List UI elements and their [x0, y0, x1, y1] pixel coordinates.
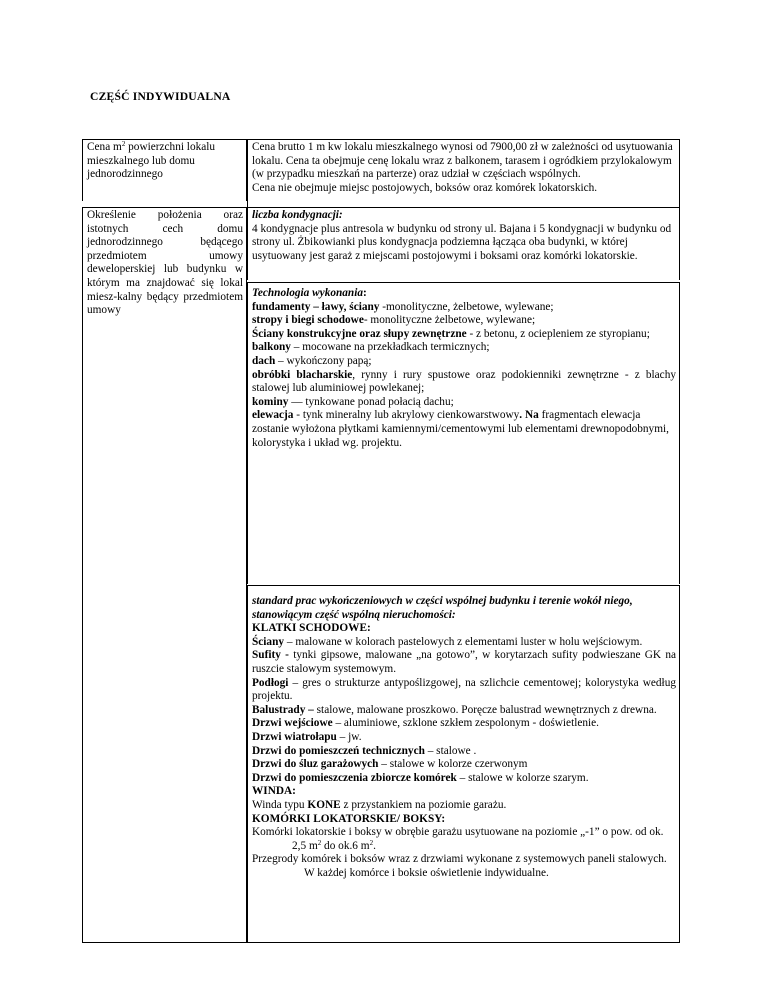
page-heading: CZĘŚĆ INDYWIDUALNA — [90, 90, 231, 103]
location-label-cell — [82, 207, 247, 943]
price-note: Cena nie obejmuje miejsc postojowych, boksów oraz komórek lokatorskich. — [252, 181, 598, 194]
door-vestibule-item: Drzwi wiatrołapu – jw. — [252, 730, 362, 743]
door-entry-item: Drzwi wejściowe – aluminiowe, szklone szkłem zespolonym - doświetlenie. — [252, 717, 599, 730]
stairs-title: KLATKI SCHODOWE: — [252, 622, 371, 635]
railings-item: Balustrady – stalowe, malowane proszkowo. Poręcze balustrad wewnętrznych z drewna. — [252, 703, 657, 716]
door-storage-item: Drzwi do pomieszczenia zbiorcze komórek – stalowe w kolorze szarym. — [252, 771, 589, 784]
soffits-item: Sufity - tynki gipsowe, malowane „na gotowo”, w korytarzach sufity podwieszane GK na ruszcie stalowym systemowym. — [252, 649, 677, 675]
partitions-item: Przegrody komórek i boksów wraz z drzwiami wykonane z systemowych paneli stalowych. W każdej komórce i boksie oświetlenie indywidualne. — [252, 853, 667, 879]
standard-cell — [247, 585, 680, 943]
standard-title: standard prac wykończeniowych w części wspólnej budynku i terenie wokół niego, stanowiącym część wspólną nieruchomości: — [252, 595, 633, 621]
price-cell — [247, 139, 680, 207]
walls-item: Ściany – malowane w kolorach pastelowych z elementami luster w holu wejściowym. — [252, 635, 643, 648]
tech-item: dach – wykończony papą; — [252, 354, 372, 367]
technology-title: Technologia wykonania: — [252, 287, 367, 299]
door-tech-item: Drzwi do pomieszczeń technicznych – stalowe . — [252, 744, 477, 757]
tech-item: obróbki blacharskie, rynny i rury spustowe oraz podokienniki zewnętrzne - z blachy stalowej lub aluminiowej powlekanej; — [252, 368, 676, 395]
storage-title: KOMÓRKI LOKATORSKIE/ BOKSY: — [252, 812, 446, 825]
tech-item: stropy i biegi schodowe- monolityczne żelbetowe, wylewane; — [252, 314, 536, 327]
facade-item: elewacja - tynk mineralny lub akrylowy cienkowarstwowy. Na fragmentach elewacja zostanie wyłożona płytkami kamiennymi/cementowymi lub elementami drewnopodobnymi, kolorystyka i układ wg. projektu. — [252, 409, 669, 449]
floors-cell — [247, 207, 680, 280]
floors-text: 4 kondygnacje plus antresola w budynku od strony ul. Bajana i 5 kondygnacji w budynku od strony ul. Żbikowianki plus kondygnacja podziemna łącząca oba budynki, w której usytuowany jest garaż z miejscami postojowymi i boksami oraz komórki lokatorskie. — [252, 222, 672, 262]
technology-cell — [247, 282, 680, 584]
lift-title: WINDA: — [252, 785, 296, 798]
storage-item: Komórki lokatorskie i boksy w obrębie garażu usytuowane na poziomie „-1” o pow. od ok. 2,5 $m^2$ do ok.6 $m^2$. — [252, 826, 664, 852]
price-label-cell — [82, 139, 247, 201]
floors-title: liczba kondygnacji: — [252, 209, 343, 221]
price-label: Cena $m^2$ powierzchni lokalu mieszkalnego lub domu jednorodzinnego — [87, 140, 216, 181]
floors-item: Podłogi – gres o strukturze antypoślizgowej, na szlichcie cementowej; kolorystyka według projektu. — [252, 676, 676, 703]
tech-item: fundamenty – ławy, ściany -monolityczne, żelbetowe, wylewane; — [252, 300, 554, 313]
tech-item: balkony – mocowane na przekładkach termicznych; — [252, 341, 490, 354]
tech-item: Ściany konstrukcyjne oraz słupy zewnętrzne - z betonu, z ociepleniem ze styropianu; — [252, 327, 650, 340]
price-text: Cena brutto 1 m kw lokalu mieszkalnego wynosi od 7900,00 zł w zależności od usytuowania lokalu. Cena ta obejmuje cenę lokalu wraz z balkonem, tarasem i ogródkiem przylokalowym (w przypadku mieszkań na parterze) oraz udział w częściach wspólnych. — [252, 141, 673, 181]
lift-item: Winda typu KONE z przystankiem na poziomie garażu. — [252, 798, 507, 811]
tech-item: kominy — tynkowane ponad połacią dachu; — [252, 395, 454, 408]
location-label: Określenie położenia oraz istotnych cech domu jednorodzinnego będącego przedmiotem umowy deweloperskiej lub budynku w którym ma znajdować się lokal miesz-kalny będący przedmiotem umowy — [87, 209, 243, 317]
door-garage-item: Drzwi do śluz garażowych – stalowe w kolorze czerwonym — [252, 758, 528, 771]
